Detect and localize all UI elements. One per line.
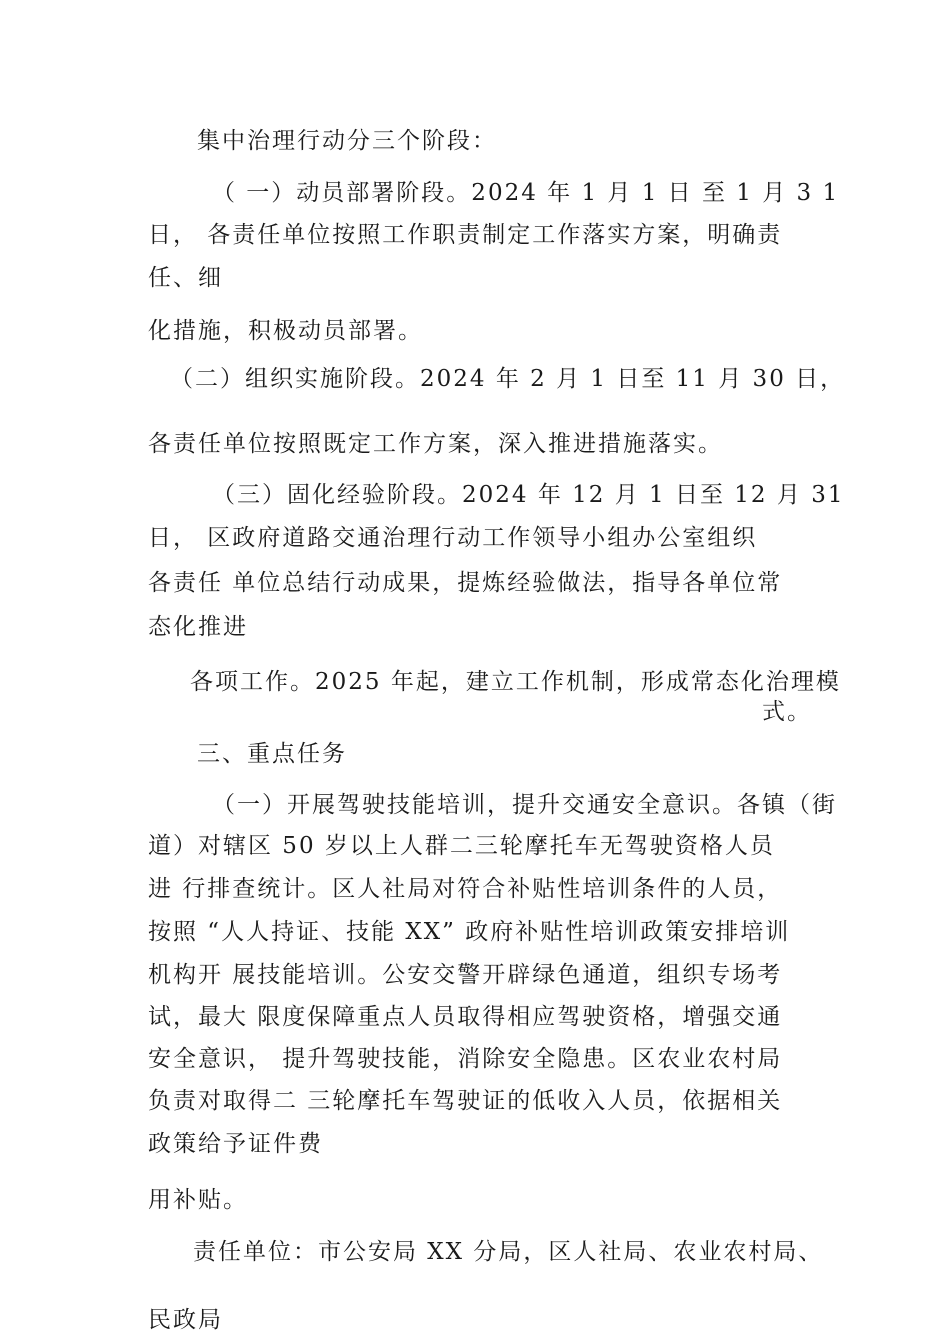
- paragraph-line: 化措施，积极动员部署。: [148, 318, 423, 344]
- paragraph-line: 按照 “人人持证、技能 XX” 政府补贴性培训政策安排培训: [148, 919, 791, 945]
- paragraph-line: 机构开 展技能培训。公安交警开辟绿色通道，组织专场考: [148, 962, 783, 988]
- paragraph-line: 民政局: [148, 1307, 223, 1333]
- paragraph-line: （二）组织实施阶段。2024 年 2 月 1 日至 11 月 30 日，: [170, 366, 846, 392]
- paragraph-line: 日， 各责任单位按照工作职责制定工作落实方案，明确责: [148, 222, 783, 248]
- paragraph-line: 道）对辖区 50 岁以上人群二三轮摩托车无驾驶资格人员: [148, 833, 775, 859]
- paragraph-line: 各责任 单位总结行动成果，提炼经验做法，指导各单位常: [148, 570, 783, 596]
- paragraph-line: 任、细: [148, 265, 223, 291]
- paragraph-line: 安全意识， 提升驾驶技能，消除安全隐患。区农业农村局: [148, 1046, 783, 1072]
- paragraph-line: 负责对取得二 三轮摩托车驾驶证的低收入人员，依据相关: [148, 1088, 783, 1114]
- paragraph-line: 责任单位：市公安局 XX 分局，区人社局、农业农村局、: [193, 1239, 824, 1265]
- paragraph-line: （ 一）动员部署阶段。2024 年 1 月 1 日 至 1 月 3 1: [212, 180, 840, 206]
- paragraph-line: 用补贴。: [148, 1187, 248, 1213]
- paragraph-line: 各项工作。2025 年起，建立工作机制，形成常态化治理模: [190, 669, 841, 695]
- paragraph-line: 式。: [762, 699, 812, 725]
- paragraph-line: 试，最大 限度保障重点人员取得相应驾驶资格，增强交通: [148, 1004, 783, 1030]
- paragraph-line: 政策给予证件费: [148, 1131, 323, 1157]
- paragraph-line: 各责任单位按照既定工作方案，深入推进措施落实。: [148, 431, 723, 457]
- paragraph-line: （一）开展驾驶技能培训，提升交通安全意识。各镇（街: [212, 792, 837, 818]
- paragraph-line: 进 行排查统计。区人社局对符合补贴性培训条件的人员，: [148, 876, 783, 902]
- paragraph-line: 日， 区政府道路交通治理行动工作领导小组办公室组织: [148, 525, 758, 551]
- paragraph-line: （三）固化经验阶段。2024 年 12 月 1 日至 12 月 31: [212, 482, 845, 508]
- paragraph-line: 集中治理行动分三个阶段：: [197, 128, 497, 154]
- paragraph-line: 态化推进: [148, 614, 248, 640]
- section-heading: 三、重点任务: [197, 741, 347, 767]
